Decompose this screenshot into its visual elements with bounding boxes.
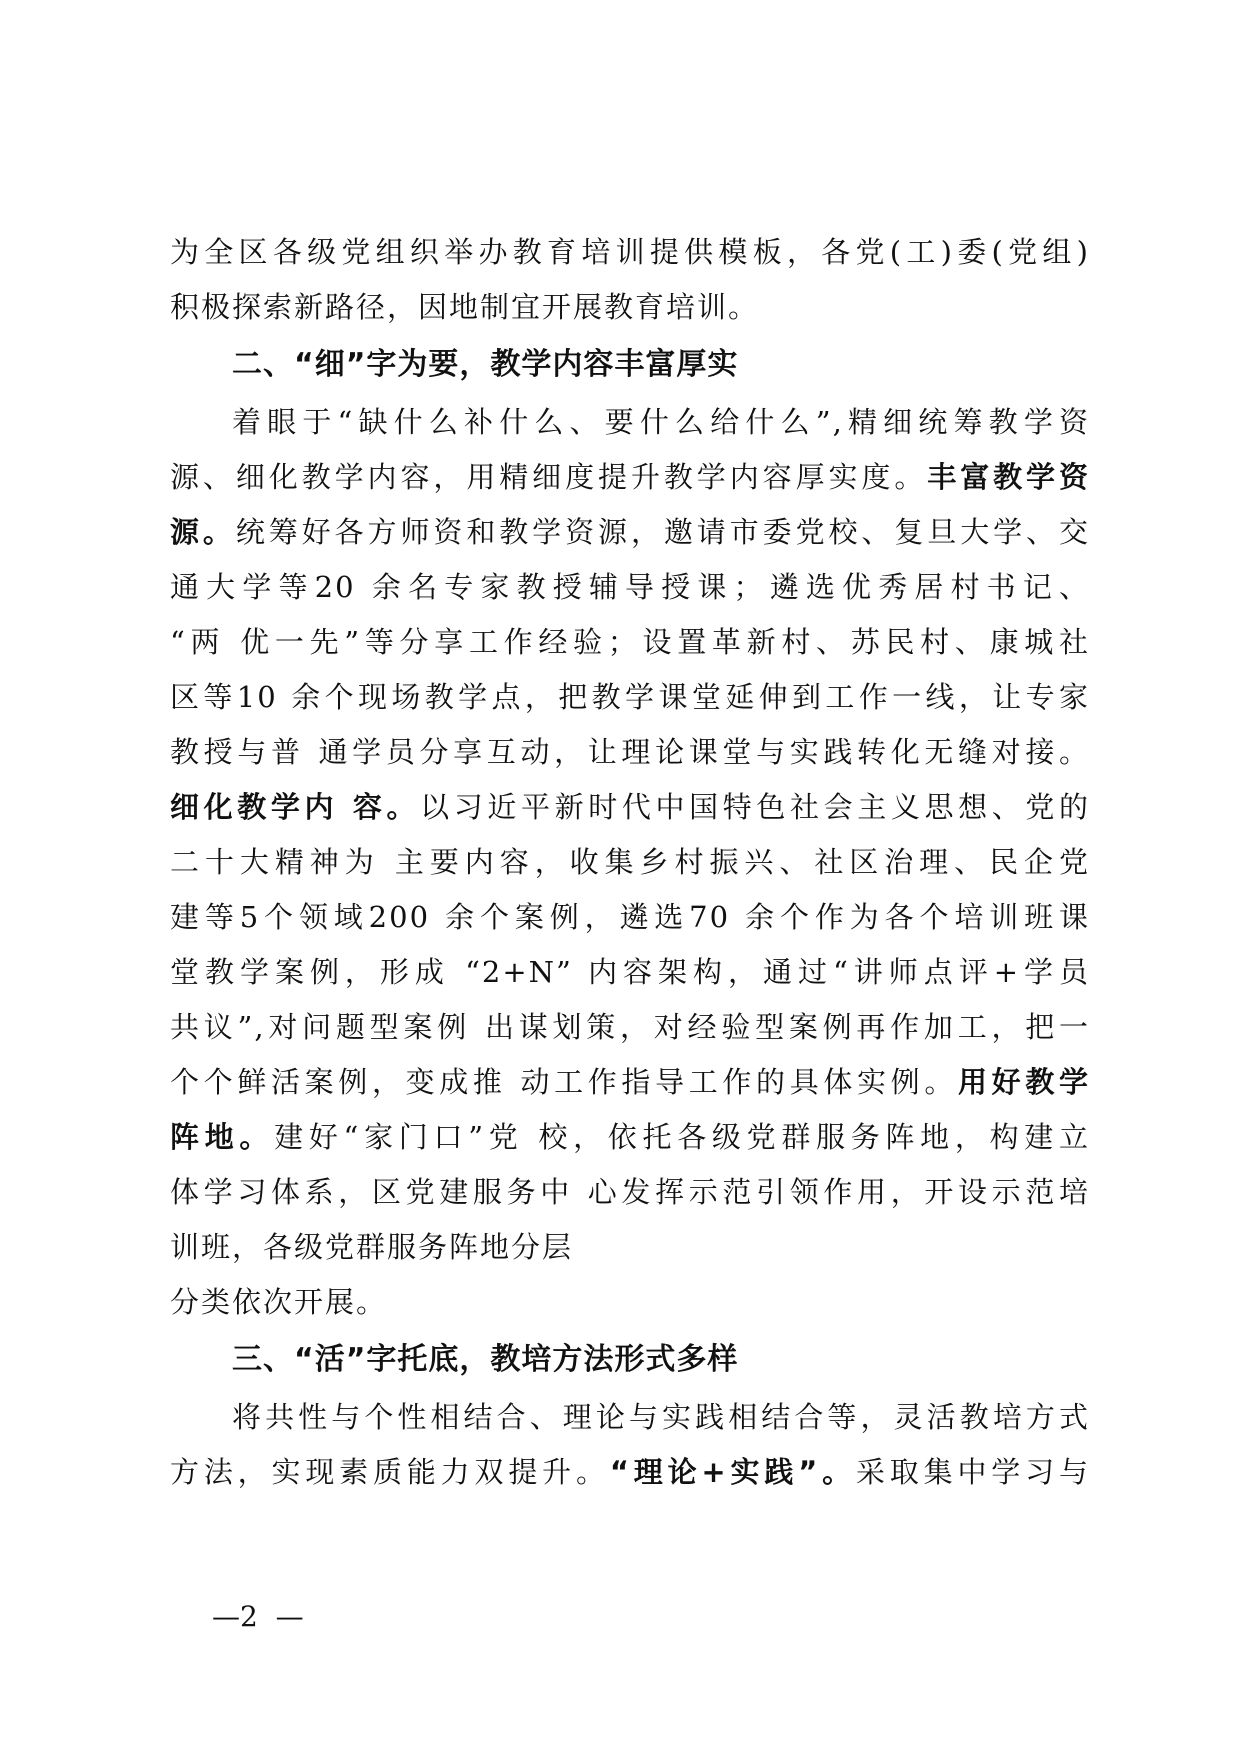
paragraph-line: 训班，各级党群服务阵地分层 bbox=[170, 1230, 574, 1264]
paragraph-line: “两 优一先”等分享工作经验；设置革新村、苏民村、康城社 bbox=[170, 625, 1090, 659]
bold-phrase: 阵地。 bbox=[170, 1120, 275, 1154]
paragraph-line: 将共性与个性相结合、理论与实践相结合等，灵活教培方式 bbox=[232, 1400, 1090, 1434]
paragraph-line: 教授与普 通学员分享互动，让理论课堂与实践转化无缝对接。 bbox=[170, 735, 1090, 769]
section-heading: 二、“细”字为要，教学内容丰富厚实 bbox=[232, 347, 739, 382]
bold-phrase: 丰富教学资 bbox=[927, 460, 1090, 494]
text-run: 源、细化教学内容，用精细度提升教学内容厚实度。 bbox=[170, 460, 928, 494]
text-run: 统筹好各方师资和教学资源，邀请市委党校、复旦大学、交 bbox=[235, 515, 1090, 549]
paragraph-line: 共议”,对问题型案例 出谋划策，对经验型案例再作加工，把一 bbox=[170, 1010, 1090, 1044]
text-run: 建好“家门口”党 校，依托各级党群服务阵地，构建立 bbox=[274, 1120, 1090, 1154]
paragraph-line bbox=[170, 505, 1090, 560]
bold-phrase: 用好教学 bbox=[958, 1065, 1090, 1099]
text-run: 以习近平新时代中国特色社会主义思想、党的 bbox=[420, 790, 1090, 824]
bold-phrase: 细化教学内 容。 bbox=[170, 790, 421, 824]
page-number: —2 — bbox=[212, 1600, 304, 1633]
paragraph-line bbox=[170, 1110, 1090, 1165]
paragraph-line: 二十大精神为 主要内容，收集乡村振兴、社区治理、民企党 bbox=[170, 845, 1090, 879]
paragraph-line bbox=[170, 1055, 1090, 1110]
paragraph-line bbox=[170, 780, 1090, 835]
bold-phrase: 源。 bbox=[170, 515, 236, 549]
paragraph-line: 体学习体系，区党建服务中 心发挥示范引领作用，开设示范培 bbox=[170, 1175, 1090, 1209]
paragraph-line bbox=[170, 1445, 1090, 1500]
paragraph-line: 建等5个领域200 余个案例，遴选70 余个作为各个培训班课 bbox=[170, 900, 1090, 934]
document-body bbox=[170, 225, 1090, 1500]
paragraph-line: 积极探索新路径，因地制宜开展教育培训。 bbox=[170, 290, 760, 324]
text-run: 方法，实现素质能力双提升。 bbox=[170, 1455, 610, 1489]
paragraph-line: 着眼于“缺什么补什么、要什么给什么”,精细统筹教学资 bbox=[232, 405, 1090, 439]
paragraph-line: 为全区各级党组织举办教育培训提供模板，各党(工)委(党组) bbox=[170, 235, 1090, 269]
text-run: 采取集中学习与 bbox=[855, 1455, 1090, 1489]
paragraph-line bbox=[170, 450, 1090, 505]
paragraph-line: 区等10 余个现场教学点，把教学课堂延伸到工作一线，让专家 bbox=[170, 680, 1090, 714]
paragraph-line: 分类依次开展。 bbox=[170, 1285, 388, 1319]
text-run: 个个鲜活案例，变成推 动工作指导工作的具体实例。 bbox=[170, 1065, 958, 1099]
section-heading: 三、“活”字托底，教培方法形式多样 bbox=[232, 1342, 739, 1377]
bold-phrase: “理论+实践”。 bbox=[609, 1455, 856, 1489]
paragraph-line: 堂教学案例，形成 “2+N” 内容架构，通过“讲师点评+学员 bbox=[170, 955, 1090, 989]
paragraph-line: 通大学等20 余名专家教授辅导授课；遴选优秀居村书记、 bbox=[170, 570, 1090, 604]
